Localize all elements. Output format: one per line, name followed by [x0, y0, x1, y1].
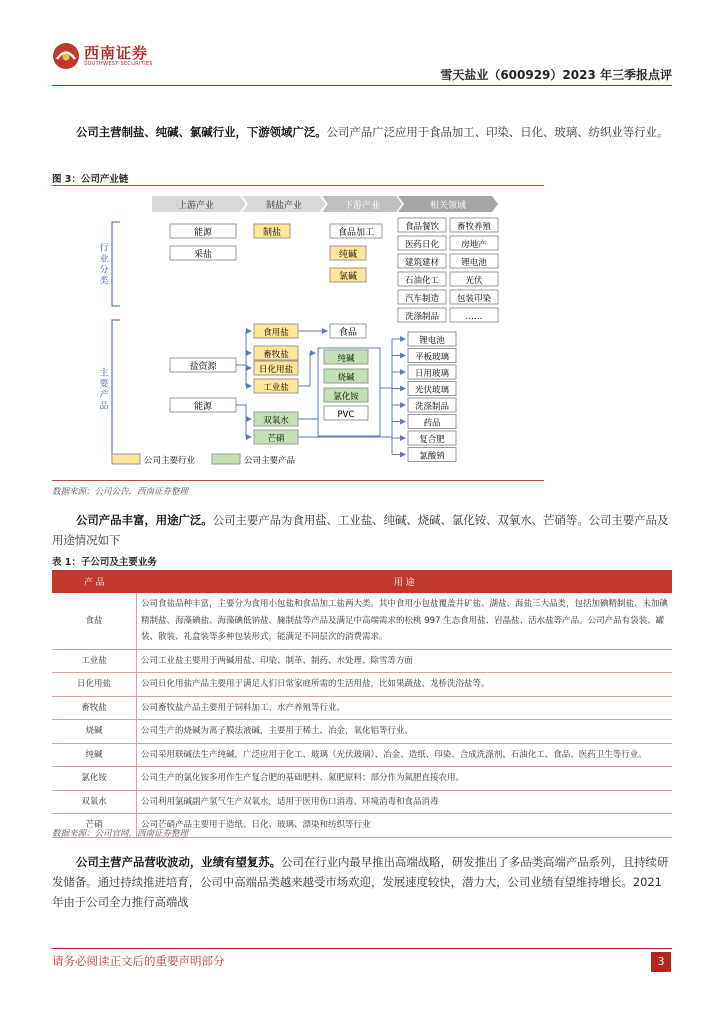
svg-text:行业分类: 行业分类	[99, 243, 109, 287]
upstream-mining: 采盐	[193, 250, 213, 260]
product-name-cell: 食盐	[52, 593, 137, 649]
paragraph-outlook-lead: 公司主营产品营收波动，业绩有望复苏。	[76, 855, 282, 869]
downstream-soda-ash: 纯碱	[338, 250, 358, 260]
product-usage-cell: 公司日化用盐产品主要用于满足人们日常家庭所需的生活用盐，比如果蔬盐、龙桥洗浴盐等。	[137, 673, 673, 697]
figure-source: 数据来源：公司公告，西南证券整理	[52, 487, 189, 497]
product-usage-cell: 公司芒硝产品主要用于造纸、日化、玻璃、漂染和纺织等行业	[137, 814, 673, 838]
product-usage-table	[52, 570, 672, 838]
product-usage-cell: 公司采用联碱法生产纯碱，广泛应用于化工、玻璃（光伏玻璃）、冶金、造纸、印染、合成洗涤剂、石油化工、食品、医药卫生等行业。	[137, 743, 673, 767]
downstream-food-processing: 食品加工	[337, 228, 375, 238]
chem-pvc: PVC	[337, 410, 355, 420]
paragraph-industry-lead: 公司主营制盐、纯碱、氯碱行业，下游领域广泛。	[76, 125, 327, 139]
paragraph-industry-body: 公司产品广泛应用于食品加工、印染、日化、玻璃、纺织业等行业。	[326, 125, 669, 139]
product-name-cell: 氯化铵	[52, 767, 137, 791]
application-label: 氯酸钠	[419, 451, 445, 462]
paragraph-outlook	[52, 852, 672, 912]
product-mirabilite: 芒硝	[267, 434, 285, 444]
product-name-cell: 纯碱	[52, 743, 137, 767]
related-field-label: 光伏	[465, 276, 483, 286]
footer-divider	[52, 948, 672, 949]
header-usage: 用 途	[137, 570, 673, 593]
raw-salt-resource: 盐资源	[189, 362, 217, 372]
row-label-products	[99, 320, 120, 458]
logo-emblem-icon	[52, 42, 80, 70]
table-row	[52, 720, 672, 744]
chem-soda-ash: 纯碱	[337, 354, 355, 364]
product-name-cell: 日化用盐	[52, 673, 137, 697]
header-product: 产 品	[52, 570, 137, 593]
table-title: 表 1：子公司及主要业务	[52, 557, 157, 568]
product-name-cell: 双氧水	[52, 790, 137, 814]
stage-label-related: 相关领域	[429, 201, 467, 211]
svg-text:主要产品: 主要产品	[99, 368, 109, 412]
table-row	[52, 767, 672, 791]
figure-bottom-rule	[52, 480, 544, 481]
application-label: 日用玻璃	[414, 369, 450, 379]
product-livestock-salt: 畜牧盐	[263, 350, 289, 360]
stage-bar	[152, 196, 498, 212]
application-label: 光伏玻璃	[414, 385, 450, 396]
footer-disclaimer: 请务必阅读正文后的重要声明部分	[52, 954, 225, 968]
paragraph-products	[52, 510, 672, 550]
figure-title: 图 3：公司产业链	[52, 174, 129, 185]
paragraph-products-body: 公司主要产品为食用盐、工业盐、纯碱、烧碱、氯化铵、双氧水、芒硝等。公司主要产品及用途情况如下	[52, 513, 669, 547]
application-label: 复合肥	[419, 435, 445, 445]
related-field-label: 建筑建材	[404, 258, 440, 268]
downstream-food: 食品	[338, 328, 358, 338]
chem-ammonium-chloride: 氯化铵	[333, 392, 359, 402]
application-label: 平板玻璃	[414, 352, 450, 363]
product-daily-chem-salt: 日化用盐	[258, 365, 294, 375]
product-usage-cell: 公司利用氯碱副产氢气生产双氧水，适用于医用伤口消毒、环境消毒和食品消毒	[137, 790, 673, 814]
row-label-industry	[99, 222, 120, 306]
logo-english-name: SOUTHWEST SECURITIES	[84, 61, 153, 67]
product-name-cell: 畜牧盐	[52, 696, 137, 720]
salt-industry-box: 制盐	[262, 228, 282, 238]
product-hydrogen-peroxide: 双氧水	[263, 416, 289, 426]
table-row	[52, 790, 672, 814]
application-list	[392, 332, 456, 462]
product-name-cell: 芒硝	[52, 814, 137, 838]
table-row	[52, 743, 672, 767]
application-label: 锂电池	[419, 336, 445, 346]
industry-chain-diagram	[52, 188, 544, 478]
chem-caustic-soda: 烧碱	[337, 373, 355, 383]
application-label: 洗涤制品	[414, 402, 450, 412]
related-fields-grid	[398, 218, 498, 322]
related-field-label: 房地产	[461, 240, 487, 250]
upstream-energy: 能源	[193, 228, 213, 238]
table-row	[52, 593, 672, 649]
downstream-chlor-alkali: 氯碱	[338, 272, 358, 282]
product-usage-cell: 公司畜牧盐产品主要用于饲料加工、水产养殖等行业。	[137, 696, 673, 720]
company-logo	[52, 42, 153, 70]
related-field-label: 包装印染	[456, 294, 492, 304]
table-source: 数据来源：公司官网，西南证券整理	[52, 829, 189, 839]
paragraph-industry	[52, 122, 672, 142]
related-field-label: 洗涤制品	[404, 312, 440, 322]
product-name-cell: 烧碱	[52, 720, 137, 744]
report-title: 雪天盐业（600929）2023 年三季报点评	[440, 68, 672, 82]
figure-top-rule	[52, 185, 544, 186]
product-usage-cell: 公司生产的烧碱为离子膜法液碱，主要用于稀土、冶金，氧化铝等行业。	[137, 720, 673, 744]
diagram-legend	[112, 454, 296, 466]
product-name-cell: 工业盐	[52, 649, 137, 673]
paragraph-products-lead: 公司产品丰富，用途广泛。	[76, 513, 213, 527]
table-row	[52, 696, 672, 720]
product-industrial-salt: 工业盐	[263, 383, 289, 393]
page-number: 3	[651, 952, 671, 972]
application-label: 药品	[423, 418, 441, 429]
product-usage-cell: 公司工业盐主要用于两碱用盐、印染、制革、制药、水处理、除雪等方面	[137, 649, 673, 673]
related-field-label: 锂电池	[461, 258, 487, 268]
product-usage-cell: 公司食盐品种丰富，主要分为食用小包盐和食品加工盐两大类。其中食用小包盐覆盖井矿盐、湖盐、海盐三大品类，包括加碘精制盐、未加碘精制盐、海藻碘盐、海藻碘低钠盐、腌制盐等产品及满足中高端需求的松桃 997 生态食用盐、岩晶盐、活水盐等产品。公司产品有袋装、罐装、散装、礼盒装等多种包装形式，能满足不同层次的消费需求。	[137, 593, 673, 649]
product-table-salt: 食用盐	[263, 328, 289, 338]
related-field-label: 食品餐饮	[404, 222, 440, 232]
legend-product: 公司主要产品	[244, 456, 296, 466]
logo-chinese-name: 西南证券	[84, 44, 149, 62]
table-row	[52, 649, 672, 673]
table-header-row	[52, 570, 672, 593]
related-field-label: 汽车制造	[404, 294, 440, 304]
stage-label-salt: 制盐产业	[265, 201, 303, 211]
stage-label-downstream: 下游产业	[343, 201, 381, 211]
related-field-label: ……	[465, 312, 483, 322]
paragraph-outlook-body: 公司在行业内最早推出高端战略，研发推出了多品类高端产品系列，且持续研发储备。通过持续推进培育，公司中高端品类越来越受市场欢迎，发展速度较快，潜力大，公司业绩有望维持增长。2021 年由于公司全力推行高端战	[52, 855, 669, 909]
related-field-label: 医药日化	[404, 240, 440, 250]
product-usage-cell: 公司生产的氯化铵多用作生产复合肥的基础肥料、氮肥原料；部分作为氮肥直接农用。	[137, 767, 673, 791]
header-divider	[52, 85, 672, 86]
stage-label-upstream: 上游产业	[177, 201, 215, 211]
related-field-label: 石油化工	[404, 276, 440, 286]
legend-industry: 公司主要行业	[144, 456, 196, 466]
table-row	[52, 673, 672, 697]
raw-energy: 能源	[193, 402, 213, 412]
related-field-label: 畜牧养殖	[456, 222, 492, 232]
